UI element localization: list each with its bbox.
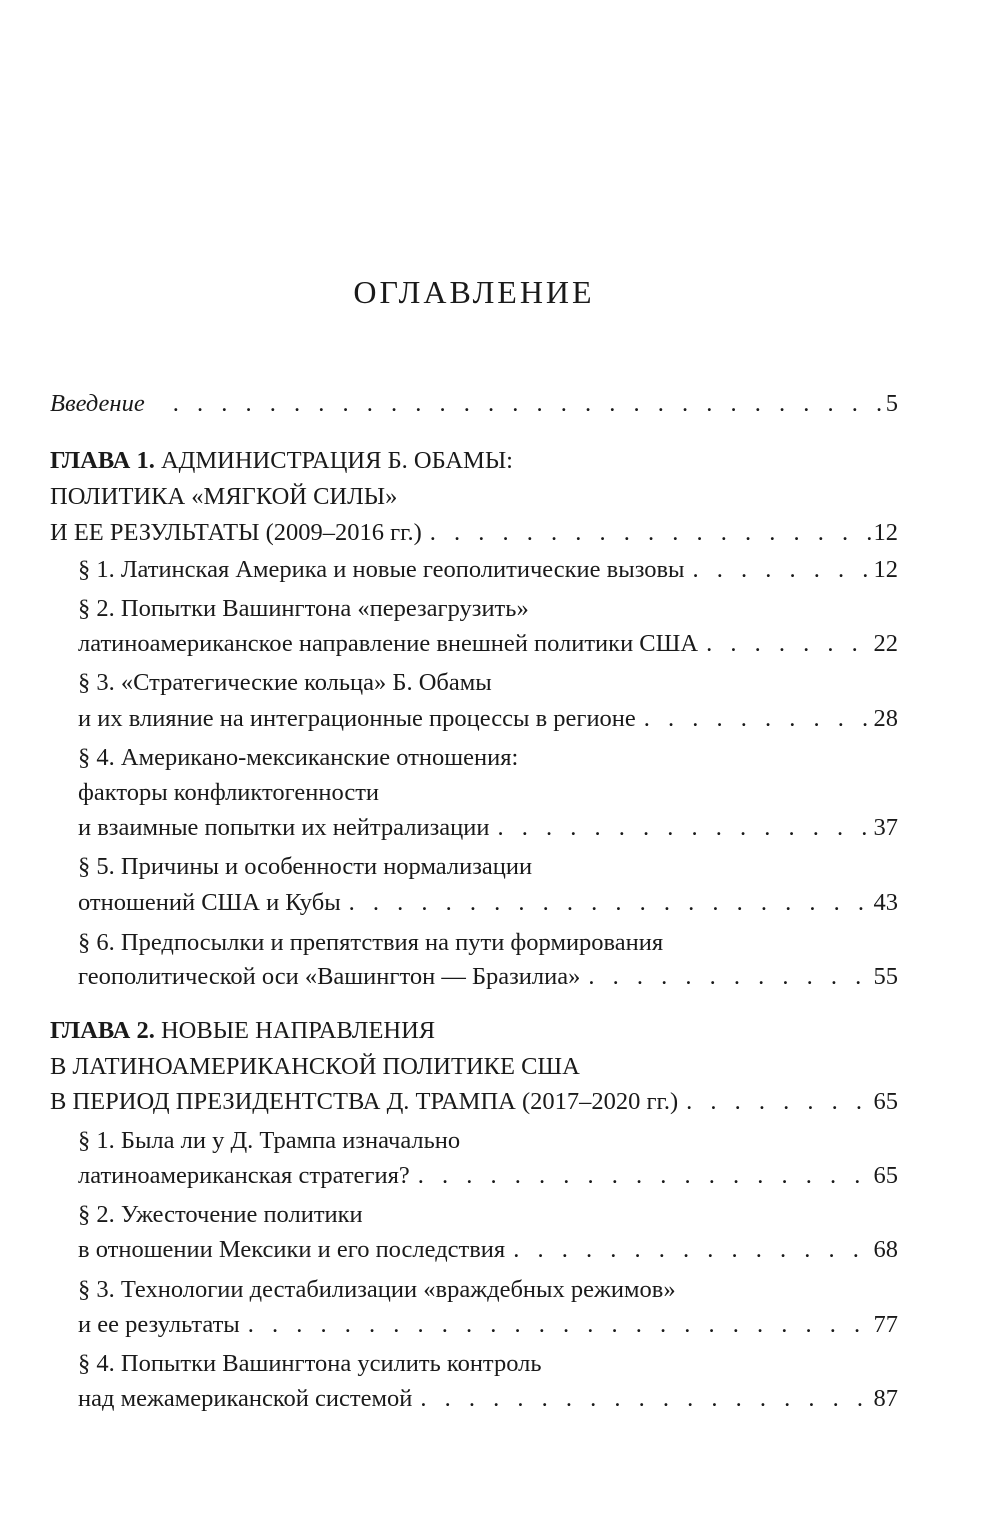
section-title-text: и ее результаты: [78, 1311, 240, 1338]
toc-page-number: 87: [873, 1385, 898, 1412]
dot-leader: [678, 1084, 873, 1120]
toc-page-number: 28: [873, 705, 898, 732]
toc-entry-chapter-2[interactable]: [50, 1084, 898, 1120]
toc-entry-intro[interactable]: [50, 386, 898, 422]
toc-entry-section-continued[interactable]: [78, 810, 898, 846]
dot-leader: [410, 1158, 874, 1194]
dot-leader: [685, 552, 874, 588]
chapter-title-text: НОВЫЕ НАПРАВЛЕНИЯ: [160, 1017, 436, 1044]
toc-entry-section-continued: [78, 775, 898, 811]
toc-page-number: 55: [873, 963, 898, 990]
dot-leader: [145, 386, 886, 422]
toc-entry-section-continued[interactable]: [78, 885, 898, 921]
chapter-title-text: В ЛАТИНОАМЕРИКАНСКОЙ ПОЛИТИКЕ США: [50, 1053, 580, 1080]
toc-page-number: 65: [873, 1088, 898, 1115]
dot-leader: [412, 1381, 873, 1417]
chapter-number: ГЛАВА 1.: [50, 447, 155, 474]
section-title-text: латиноамериканская стратегия?: [78, 1162, 410, 1189]
section-title-text: факторы конфликтогенности: [78, 779, 380, 806]
toc-entry-section[interactable]: [78, 925, 898, 961]
toc-page-number: 12: [873, 556, 898, 583]
dot-leader: [422, 515, 874, 551]
toc-page-number: 22: [873, 630, 898, 657]
section-title-text: § 3. Технологии дестабилизации «враждебных режимов»: [78, 1276, 676, 1303]
toc-entry-section[interactable]: [78, 849, 898, 885]
chapter-heading-line[interactable]: [50, 1013, 898, 1049]
dot-leader: [505, 1232, 873, 1268]
toc-page-number: 5: [885, 390, 898, 417]
toc-entry-section-continued[interactable]: [78, 1232, 898, 1268]
toc-entry-chapter-1[interactable]: [50, 515, 898, 551]
toc-entry-section[interactable]: [78, 552, 898, 588]
toc-page-number: 12: [873, 519, 898, 546]
section-title-text: отношений США и Кубы: [78, 889, 341, 916]
section-title-text: § 2. Попытки Вашингтона «перезагрузить»: [78, 595, 529, 622]
toc-entry-section[interactable]: [78, 1197, 898, 1233]
toc-entry-section[interactable]: [78, 665, 898, 701]
toc-entry-section-continued[interactable]: [78, 959, 898, 995]
toc-page-number: 37: [873, 814, 898, 841]
section-title-text: над межамериканской системой: [78, 1385, 413, 1412]
chapter-title-text: ПОЛИТИКА «МЯГКОЙ СИЛЫ»: [50, 483, 398, 510]
toc-entry-section[interactable]: [78, 1346, 898, 1382]
dot-leader: [580, 959, 873, 995]
toc-entry-section-continued[interactable]: [78, 1307, 898, 1343]
chapter-title-text: АДМИНИСТРАЦИЯ Б. ОБАМЫ:: [160, 447, 513, 474]
section-title-text: и взаимные попытки их нейтрализации: [78, 814, 490, 841]
section-title-text: латиноамериканское направление внешней политики США: [78, 630, 699, 657]
toc-entry-label: Введение: [50, 390, 145, 417]
dot-leader: [698, 626, 873, 662]
toc-page-number: 65: [873, 1162, 898, 1189]
toc-entry-section[interactable]: [78, 1123, 898, 1159]
section-title-text: § 4. Американо-мексиканские отношения:: [78, 744, 519, 771]
toc-entry-section-continued[interactable]: [78, 1381, 898, 1417]
section-title-text: § 6. Предпосылки и препятствия на пути формирования: [78, 929, 664, 956]
chapter-heading-line[interactable]: [50, 443, 898, 479]
toc-page-number: 43: [873, 889, 898, 916]
section-title-text: § 5. Причины и особенности нормализации: [78, 853, 533, 880]
toc-entry-section-continued[interactable]: [78, 626, 898, 662]
chapter-heading-line: [50, 1049, 898, 1085]
toc-entry-section-continued[interactable]: [78, 1158, 898, 1194]
section-title-text: геополитической оси «Вашингтон — Бразилиа»: [78, 963, 581, 990]
toc-entry-section[interactable]: [78, 591, 898, 627]
section-title-text: § 3. «Стратегические кольца» Б. Обамы: [78, 669, 492, 696]
chapter-heading-line: [50, 479, 898, 515]
page-title: ОГЛАВЛЕНИЕ: [353, 274, 595, 310]
section-title-text: § 1. Была ли у Д. Трампа изначально: [78, 1127, 461, 1154]
dot-leader: [341, 885, 874, 921]
toc-entry-section-continued[interactable]: [78, 701, 898, 737]
section-title-text: и их влияние на интеграционные процессы в регионе: [78, 705, 636, 732]
section-title-text: § 4. Попытки Вашингтона усилить контроль: [78, 1350, 542, 1377]
section-title-text: § 1. Латинская Америка и новые геополитические вызовы: [78, 556, 685, 583]
dot-leader: [489, 810, 873, 846]
toc-entry-section[interactable]: [78, 740, 898, 776]
dot-leader: [240, 1307, 874, 1343]
dot-leader: [636, 701, 874, 737]
section-title-text: § 2. Ужесточение политики: [78, 1201, 363, 1228]
chapter-title-text: И ЕЕ РЕЗУЛЬТАТЫ (2009–2016 гг.): [50, 519, 422, 546]
toc-entry-section[interactable]: [78, 1272, 898, 1308]
section-title-text: в отношении Мексики и его последствия: [78, 1236, 506, 1263]
chapter-title-text: В ПЕРИОД ПРЕЗИДЕНТСТВА Д. ТРАМПА (2017–2020 гг.): [50, 1088, 679, 1115]
chapter-number: ГЛАВА 2.: [50, 1017, 155, 1044]
toc-page-number: 68: [873, 1236, 898, 1263]
toc-page-number: 77: [873, 1311, 898, 1338]
